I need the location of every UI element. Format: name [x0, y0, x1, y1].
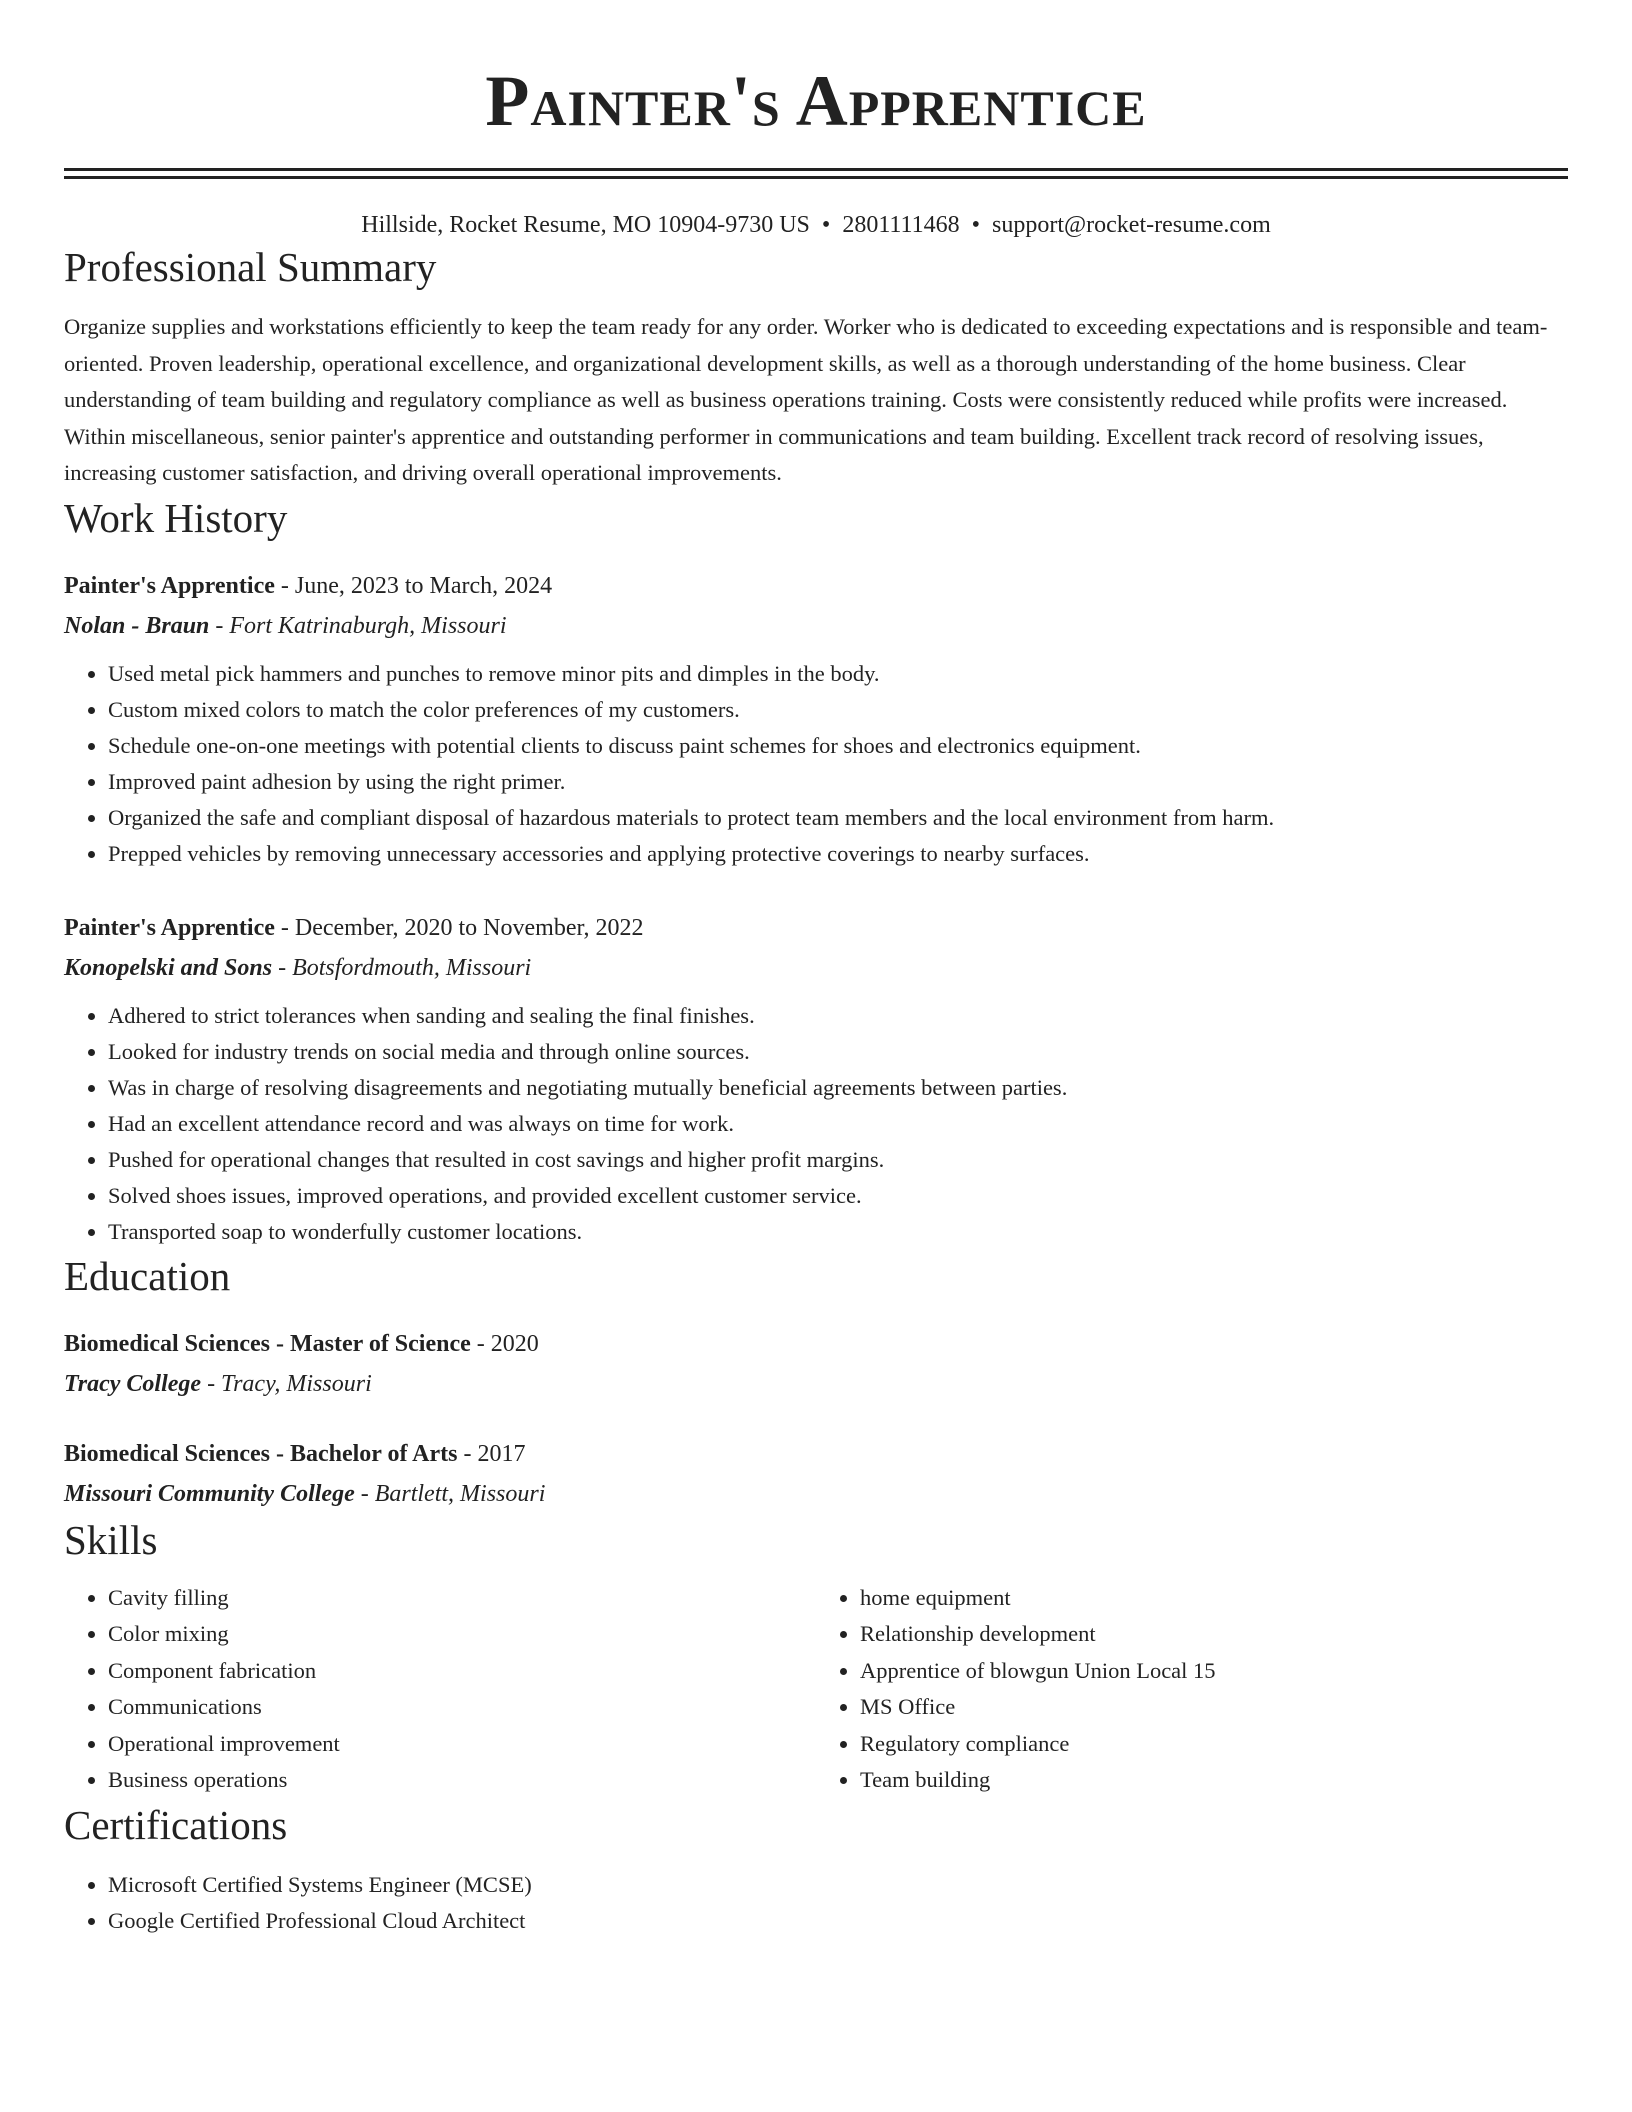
education-school: Tracy College [64, 1370, 202, 1397]
education-degree-line [64, 1324, 1568, 1364]
skill-item: • MS Office [860, 1689, 1568, 1726]
job-dates: - June, 2023 to March, 2024 [274, 572, 553, 599]
summary-heading: Professional Summary [64, 244, 437, 290]
skill-item: • Communications [108, 1689, 816, 1726]
education-degree: Biomedical Sciences - Bachelor of Arts [64, 1440, 458, 1467]
job-duty: • Organized the safe and compliant disposal of hazardous materials to protect team members and the local environment from harm. [108, 800, 1568, 836]
skill-item: • Component fabrication [108, 1653, 816, 1690]
education-school: Missouri Community College [64, 1480, 355, 1507]
job-duty: • Prepped vehicles by removing unnecessary accessories and applying protective coverings to nearby surfaces. [108, 836, 1568, 872]
education-entry [64, 1324, 1568, 1404]
skills-list-right [816, 1580, 1568, 1799]
education-heading: Education [64, 1252, 231, 1299]
job-duty: • Transported soap to wonderfully customer locations. [108, 1214, 1568, 1250]
certification-item: • Google Certified Professional Cloud Architect [108, 1903, 1568, 1939]
education-degree-line [64, 1434, 1568, 1474]
certifications-heading: Certifications [64, 1801, 288, 1848]
skill-item: • Color mixing [108, 1616, 816, 1653]
education-entry [64, 1434, 1568, 1514]
education-school-line [64, 1364, 1568, 1404]
job-title-line [64, 908, 1568, 948]
skill-item: • Operational improvement [108, 1726, 816, 1763]
certifications-list [64, 1867, 1568, 1939]
summary-text: Organize supplies and workstations efficiently to keep the team ready for any order. Worker who is dedicated to exceeding expectations and is responsible and team-oriented. Proven leadership, operational excellence, and organizational development skills, as well as a thorough understanding of the home business. Clear understanding of team building and regulatory compliance as well as business operations training. Costs were consistently reduced while profits were increased. Within miscellaneous, senior painter's apprentice and outstanding performer in communications and team building. Excellent track record of resolving issues, increasing customer satisfaction, and driving overall operational improvements. [64, 314, 1548, 485]
skill-item: • Relationship development [860, 1616, 1568, 1653]
contact-separator: • [971, 212, 981, 238]
education-year: - 2020 [470, 1330, 539, 1357]
job-duty: • Custom mixed colors to match the color preferences of my customers. [108, 692, 1568, 728]
contact-address: Hillside, Rocket Resume, MO 10904-9730 US [361, 212, 810, 238]
skill-item: • Regulatory compliance [860, 1726, 1568, 1763]
contact-separator: • [821, 212, 831, 238]
education-location: - Tracy, Missouri [201, 1370, 372, 1397]
skills-columns [64, 1580, 1568, 1799]
education-school-line [64, 1474, 1568, 1514]
skill-item: • Cavity filling [108, 1580, 816, 1617]
education-year: - 2017 [457, 1440, 526, 1467]
skills-list-left [64, 1580, 816, 1799]
header-double-rule [64, 168, 1568, 179]
job-duties-list [64, 656, 1568, 872]
job-company-line [64, 606, 1568, 646]
job-company: Nolan - Braun [64, 612, 210, 639]
job-dates: - December, 2020 to November, 2022 [274, 914, 644, 941]
resume-name: Painter's Apprentice [485, 61, 1147, 141]
job-title-line [64, 566, 1568, 606]
contact-email: support@rocket-resume.com [992, 212, 1271, 238]
job-duty: • Solved shoes issues, improved operations, and provided excellent customer service. [108, 1178, 1568, 1214]
skills-heading: Skills [64, 1516, 158, 1563]
job-duty: • Used metal pick hammers and punches to remove minor pits and dimples in the body. [108, 656, 1568, 692]
education-location: - Bartlett, Missouri [354, 1480, 546, 1507]
certification-item: • Microsoft Certified Systems Engineer (MCSE) [108, 1867, 1568, 1903]
job-company: Konopelski and Sons [64, 954, 273, 981]
contact-line [64, 209, 1568, 241]
job-duty: • Was in charge of resolving disagreements and negotiating mutually beneficial agreements between parties. [108, 1070, 1568, 1106]
job-duty: • Improved paint adhesion by using the right primer. [108, 764, 1568, 800]
job-duty: • Schedule one-on-one meetings with potential clients to discuss paint schemes for shoes and electronics equipment. [108, 728, 1568, 764]
job-duty: • Adhered to strict tolerances when sanding and sealing the final finishes. [108, 998, 1568, 1034]
skill-item: • Apprentice of blowgun Union Local 15 [860, 1653, 1568, 1690]
work-history-heading: Work History [64, 494, 288, 541]
job-entry [64, 908, 1568, 1250]
job-duties-list [64, 998, 1568, 1250]
contact-phone: 2801111468 [842, 212, 960, 238]
skill-item: • Business operations [108, 1762, 816, 1799]
job-company-line [64, 948, 1568, 988]
job-duty: • Pushed for operational changes that resulted in cost savings and higher profit margins. [108, 1142, 1568, 1178]
job-title: Painter's Apprentice [64, 914, 275, 941]
skill-item: • Team building [860, 1762, 1568, 1799]
job-entry [64, 566, 1568, 872]
job-location: - Fort Katrinaburgh, Missouri [209, 612, 507, 639]
job-title: Painter's Apprentice [64, 572, 275, 599]
education-degree: Biomedical Sciences - Master of Science [64, 1330, 471, 1357]
job-duty: • Had an excellent attendance record and was always on time for work. [108, 1106, 1568, 1142]
job-location: - Botsfordmouth, Missouri [272, 954, 532, 981]
skill-item: • home equipment [860, 1580, 1568, 1617]
job-duty: • Looked for industry trends on social media and through online sources. [108, 1034, 1568, 1070]
